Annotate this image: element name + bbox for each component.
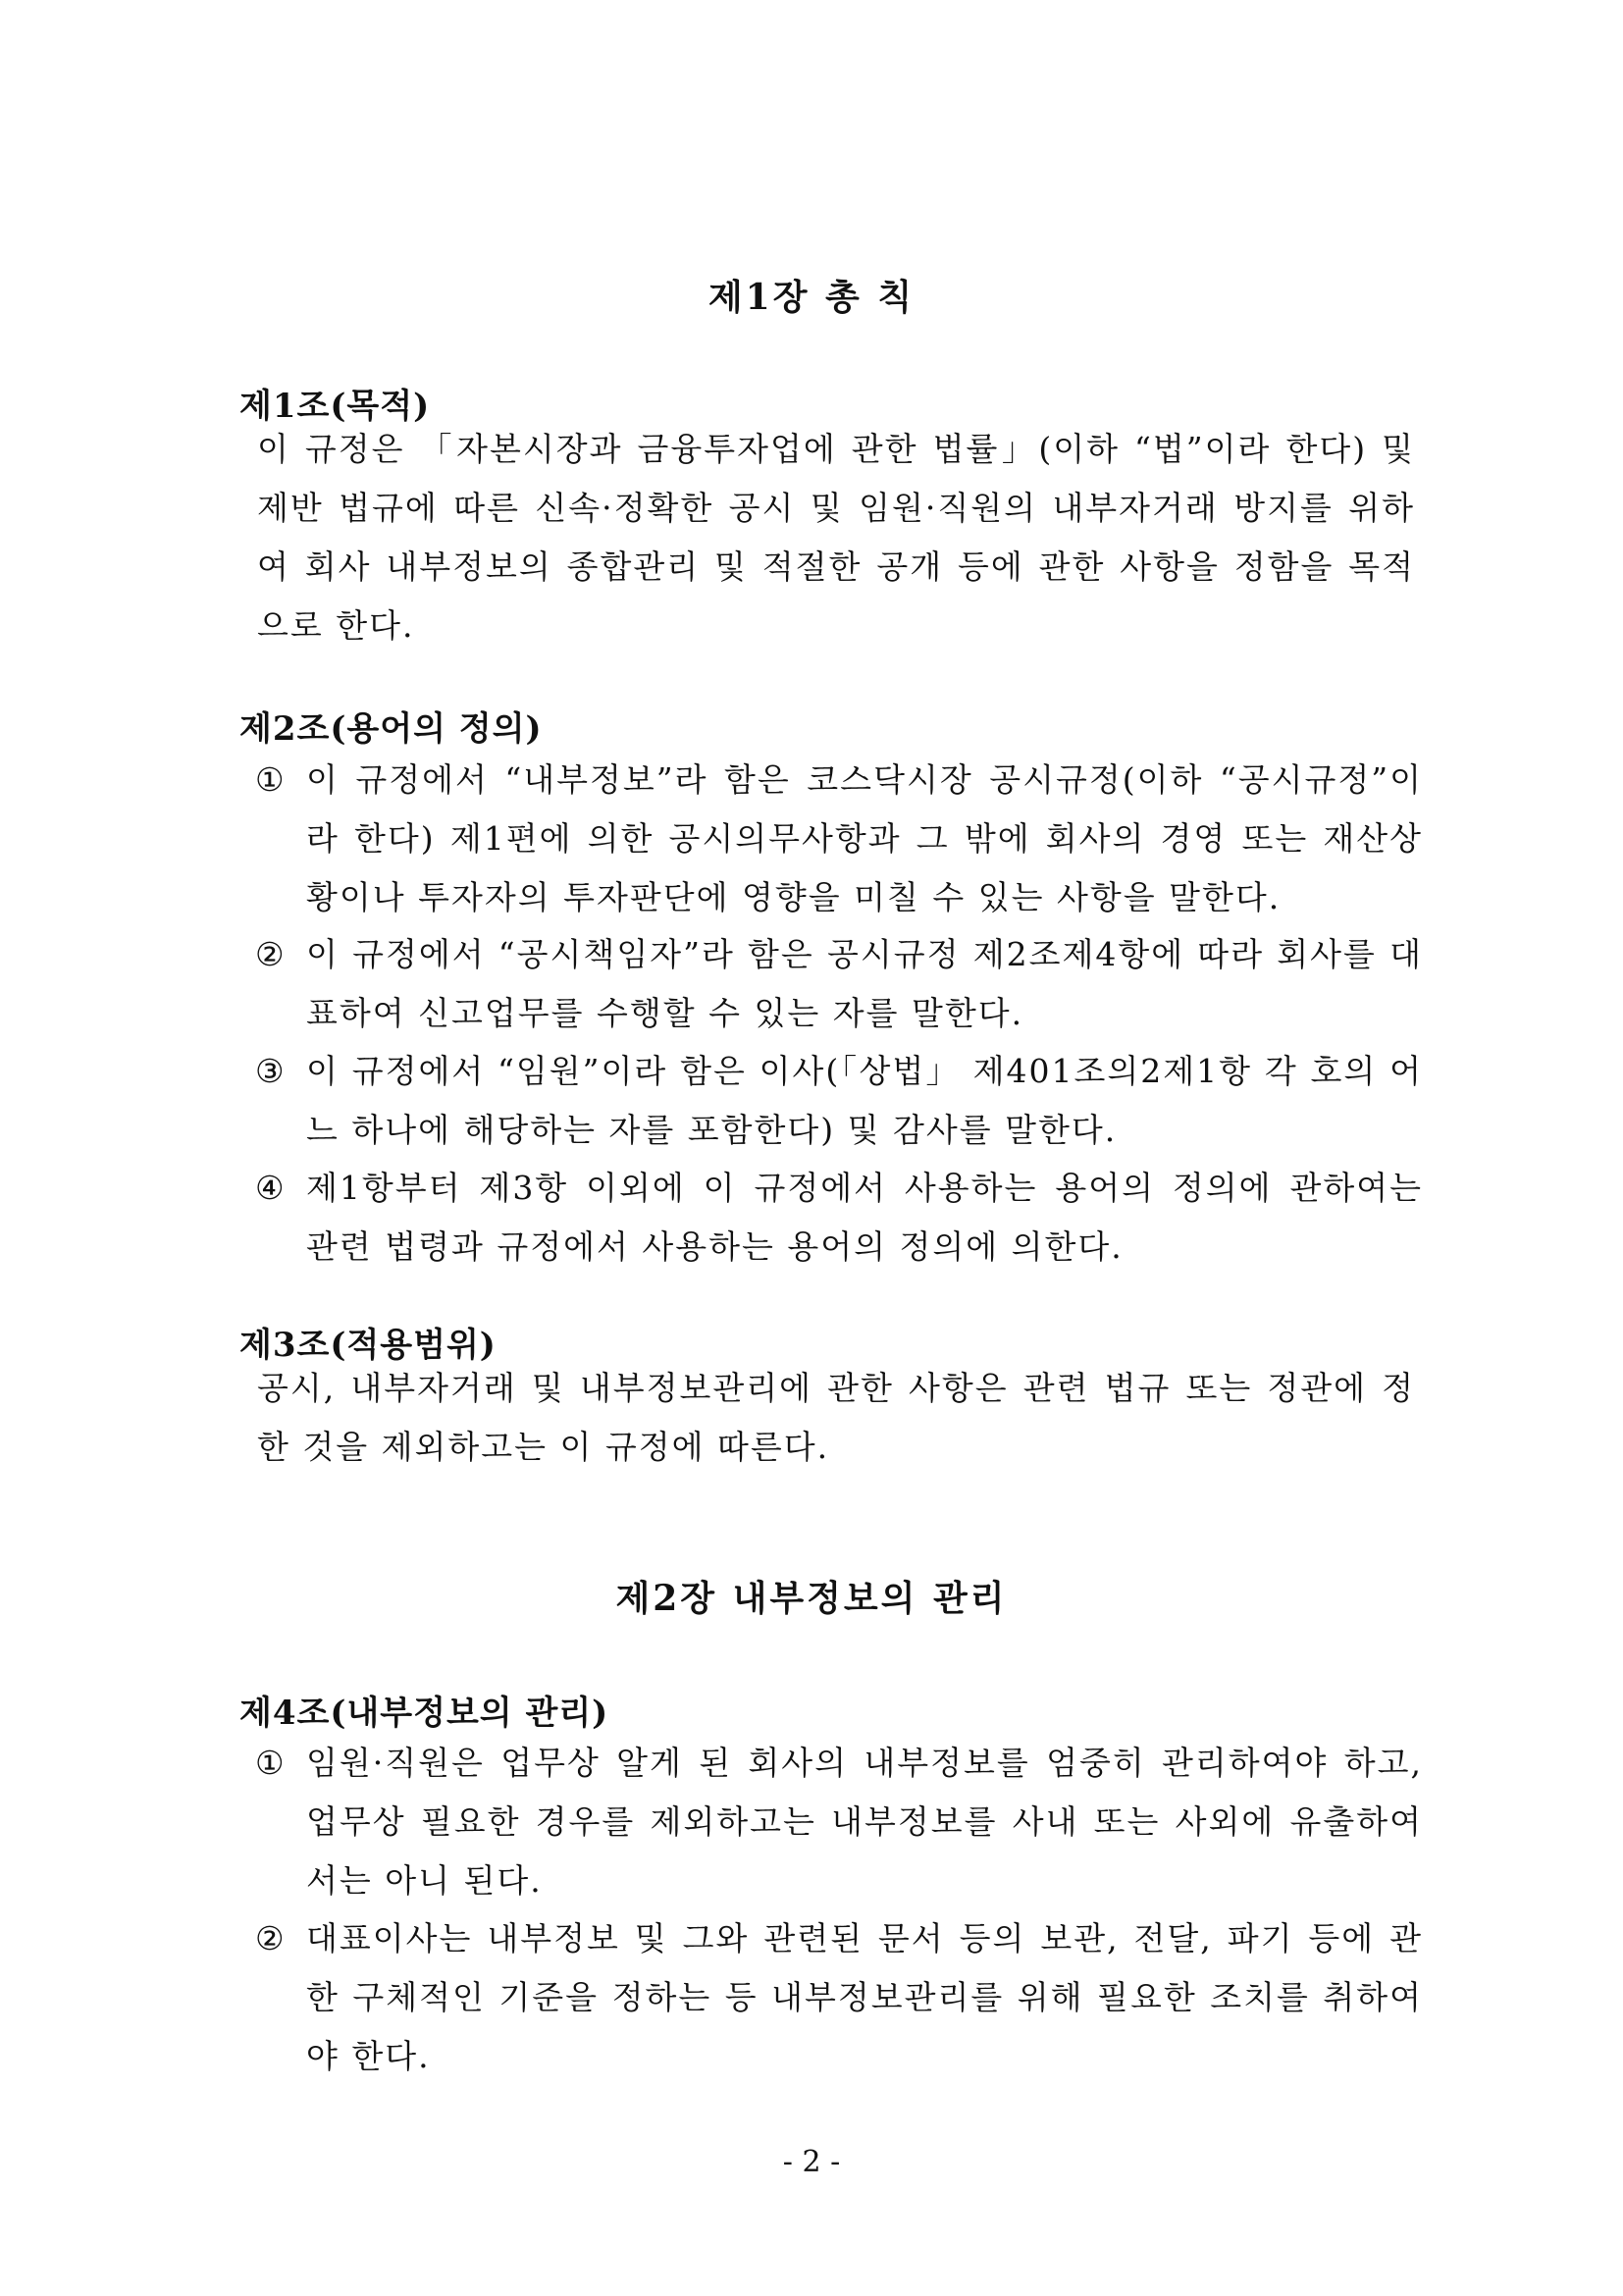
article-4-item-2 [255,1909,1423,2086]
article-4-item-1 [255,1734,1423,1910]
article-1-text: 이 규정은 「자본시장과 금융투자업에 관한 법률」(이하 “법”이라 한다) 및 제반 법규에 따른 신속·정확한 공시 및 임원·직원의 내부자거래 방지를 위하여 회사 내부정보의 종합관리 및 적절한 공개 등에 관한 사항을 정함을 목적으로 한다. [257,430,1415,645]
page-number: - 2 - [782,2145,841,2179]
article-3-text: 공시, 내부자거래 및 내부정보관리에 관한 사항은 관련 법규 또는 정관에 정한 것을 제외하고는 이 규정에 따른다. [257,1369,1415,1466]
item-text: 이 규정에서 “공시책임자”라 함은 공시규정 제2조제4항에 따라 회사를 대표하여 신고업무를 수행할 수 있는 자를 말한다. [306,935,1423,1032]
article-1-heading: 제1조(목적) [239,387,431,426]
item-number: ② [255,1919,287,1957]
item-text: 이 규정에서 “임원”이라 함은 이사(「상법」 제401조의2제1항 각 호의 어느 하나에 해당하는 자를 포함한다) 및 감사를 말한다. [306,1052,1423,1149]
chapter-2-title: 제2장 내부정보의 관리 [615,1578,1008,1619]
item-number: ① [255,760,287,799]
article-2-item-1 [255,751,1423,927]
article-2-item-3 [255,1042,1423,1160]
item-text: 이 규정에서 “내부정보”라 함은 코스닥시장 공시규정(이하 “공시규정”이라 한다) 제1편에 의한 공시의무사항과 그 밖에 회사의 경영 또는 재산상황이나 투자자의 투자판단에 영향을 미칠 수 있는 사항을 말한다. [306,760,1423,916]
item-text: 임원·직원은 업무상 알게 된 회사의 내부정보를 엄중히 관리하여야 하고, 업무상 필요한 경우를 제외하고는 내부정보를 사내 또는 사외에 유출하여서는 아니 된다. [306,1744,1423,1900]
chapter-1-title: 제1장 총 칙 [707,277,916,318]
item-number: ③ [255,1052,287,1090]
item-number: ① [255,1744,287,1782]
item-number: ② [255,935,287,973]
item-text: 제1항부터 제3항 이외에 이 규정에서 사용하는 용어의 정의에 관하여는 관련 법령과 규정에서 사용하는 용어의 정의에 의한다. [306,1169,1423,1266]
article-2-item-4 [255,1159,1423,1277]
item-number: ④ [255,1169,287,1207]
article-2-item-2 [255,925,1423,1043]
item-text: 대표이사는 내부정보 및 그와 관련된 문서 등의 보관, 전달, 파기 등에 관한 구체적인 기준을 정하는 등 내부정보관리를 위해 필요한 조치를 취하여야 한다. [306,1919,1423,2075]
article-2-heading: 제2조(용어의 정의) [239,709,543,749]
article-3-heading: 제3조(적용범위) [239,1326,497,1365]
article-4-heading: 제4조(내부정보의 관리) [239,1694,609,1733]
